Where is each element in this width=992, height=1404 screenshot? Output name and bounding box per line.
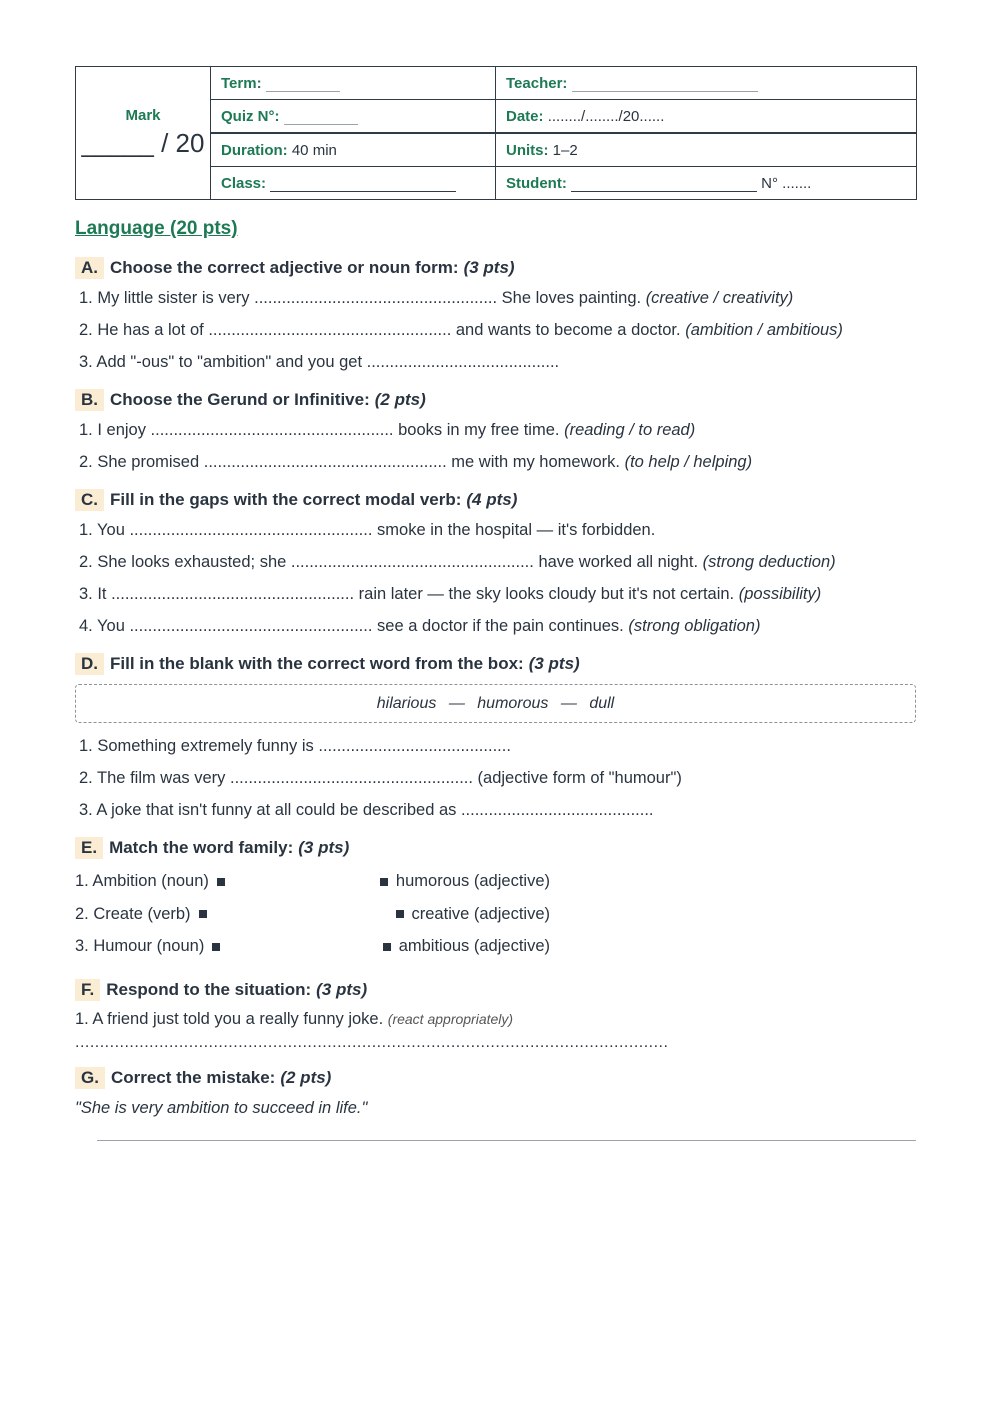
question-hint: (creative / creativity) [645, 289, 794, 307]
question[interactable] [79, 794, 916, 826]
question[interactable] [79, 762, 916, 794]
match-row [75, 931, 916, 964]
section-letter: F. [75, 979, 100, 1001]
teacher-label: Teacher: [506, 74, 568, 92]
term-field[interactable] [266, 77, 340, 92]
match-dot[interactable] [212, 943, 220, 951]
duration-value: 40 min [291, 141, 337, 159]
question-hint: (reading / to read) [564, 421, 696, 439]
class-field[interactable] [270, 177, 456, 192]
section-g [75, 1066, 916, 1124]
class-cell[interactable] [211, 167, 496, 200]
question-hint: (to help / helping) [624, 453, 753, 471]
match-dot[interactable] [380, 878, 388, 886]
quiz-label: Quiz N°: [221, 107, 280, 125]
section-a-title [75, 256, 916, 280]
match-right-item: ambitious (adjective) [398, 937, 550, 955]
question[interactable] [79, 446, 916, 478]
class-label: Class: [221, 174, 267, 192]
section-letter: B. [75, 389, 104, 411]
question-text: 3. A joke that isn't funny at all could be described as .......................................... [79, 801, 654, 819]
teacher-cell[interactable] [496, 67, 917, 100]
word-box [75, 684, 916, 723]
section-e [75, 836, 916, 964]
section-title-text: Match the word family: [109, 838, 294, 857]
match-left-item: 1. Ambition (noun) [75, 872, 209, 890]
section-e-title [75, 836, 916, 860]
match-dot[interactable] [383, 943, 391, 951]
student-label: Student: [506, 174, 567, 192]
question-text: 1. A friend just told you a really funny joke. [75, 1009, 384, 1028]
match-list [75, 866, 916, 964]
duration-cell [211, 133, 496, 167]
date-value[interactable]: ......../......../20...... [547, 107, 665, 125]
section-title-text: Choose the Gerund or Infinitive: [110, 390, 370, 409]
header-table [75, 66, 917, 200]
word-box-item: dull [589, 695, 615, 712]
question-text: 1. You ..................................................... smoke in the hospital — it's forbidden. [79, 521, 656, 539]
section-points: (2 pts) [374, 390, 426, 409]
section-points: (3 pts) [528, 654, 580, 673]
section-title-text: Fill in the blank with the correct word from the box: [110, 654, 524, 673]
section-d-title [75, 652, 916, 676]
match-left-item: 2. Create (verb) [75, 904, 191, 923]
student-cell[interactable] [496, 167, 917, 200]
units-cell [496, 133, 917, 167]
quiz-number-field[interactable] [284, 110, 358, 125]
mark-label: Mark [125, 107, 161, 124]
question-hint: (strong obligation) [628, 617, 761, 635]
section-points: (3 pts) [463, 258, 515, 277]
word-box-item: humorous [477, 695, 549, 712]
section-g-title [75, 1066, 916, 1090]
units-label: Units: [506, 141, 549, 159]
question[interactable] [79, 346, 916, 378]
match-dot[interactable] [199, 910, 207, 918]
date-cell[interactable] [496, 100, 917, 134]
mark-value: _____ / 20 [81, 128, 205, 158]
section-f [75, 978, 916, 1052]
question[interactable] [79, 578, 916, 610]
section-letter: G. [75, 1067, 105, 1089]
section-a [75, 256, 916, 378]
match-row [75, 866, 916, 899]
question-hint: (possibility) [738, 585, 822, 603]
quiz-page [75, 66, 916, 1124]
match-right-item: creative (adjective) [411, 904, 550, 923]
question[interactable] [79, 282, 916, 314]
term-label: Term: [221, 74, 262, 92]
section-points: (2 pts) [280, 1067, 332, 1087]
section-letter: A. [75, 257, 104, 279]
question[interactable] [79, 546, 916, 578]
match-left-item: 3. Humour (noun) [75, 937, 205, 955]
question[interactable] [79, 610, 916, 642]
mistake-sentence: "She is very ambition to succeed in life." [75, 1098, 368, 1117]
question-text: 2. She looks exhausted; she ..................................................... have worked all night. [79, 553, 699, 571]
language-heading: Language (20 pts) [75, 218, 238, 239]
answer-line[interactable]: ........................................................................................................................ [75, 1033, 669, 1051]
quiz-cell[interactable] [211, 100, 496, 134]
question-text: 2. She promised ..................................................... me with my homework. [79, 453, 620, 471]
word-box-separator: — [560, 695, 577, 712]
question[interactable] [79, 314, 916, 346]
question-hint: (ambition / ambitious) [685, 321, 843, 339]
date-label: Date: [506, 107, 544, 125]
question-hint: (strong deduction) [702, 553, 836, 571]
section-title-text: Respond to the situation: [106, 979, 312, 999]
section-points: (3 pts) [316, 979, 368, 999]
word-box-item: hilarious [376, 695, 437, 712]
question[interactable] [79, 414, 916, 446]
question[interactable] [79, 514, 916, 546]
question-text: 3. It ..................................................... rain later — the sky looks cloudy but it's not certain. [79, 585, 735, 603]
question-text: 4. You ..................................................... see a doctor if the pain continues. [79, 617, 624, 635]
section-b-title [75, 388, 916, 412]
section-title-text: Correct the mistake: [110, 1067, 276, 1087]
question-text: 1. I enjoy ..................................................... books in my free time. [79, 421, 560, 439]
match-row [75, 899, 916, 932]
student-number[interactable]: N° ....... [761, 174, 812, 192]
term-cell[interactable] [211, 67, 496, 100]
section-letter: E. [75, 837, 103, 859]
section-title-text: Choose the correct adjective or noun form: [110, 258, 459, 277]
teacher-field[interactable] [572, 77, 758, 92]
units-value: 1–2 [552, 141, 578, 159]
section-c-title [75, 488, 916, 512]
section-b [75, 388, 916, 478]
question-text: 2. The film was very ..................................................... (adjective form of "humour") [79, 769, 682, 787]
section-points: (3 pts) [298, 838, 350, 857]
question-text: 3. Add "-ous" to "ambition" and you get .......................................... [79, 353, 560, 371]
question-text: 2. He has a lot of ..................................................... and wants to become a doctor. [79, 321, 681, 339]
match-right-item: humorous (adjective) [395, 872, 550, 890]
section-title-text: Fill in the gaps with the correct modal verb: [110, 490, 462, 509]
footer-divider [97, 1140, 916, 1141]
match-dot[interactable] [217, 878, 225, 886]
match-dot[interactable] [396, 910, 404, 918]
word-box-separator: — [448, 695, 465, 712]
section-d [75, 652, 916, 826]
question-text: 1. Something extremely funny is .......................................... [79, 737, 511, 755]
question [75, 1004, 916, 1034]
section-letter: C. [75, 489, 104, 511]
question-hint: (react appropriately) [387, 1010, 514, 1027]
section-letter: D. [75, 653, 104, 675]
section-c [75, 488, 916, 642]
question-text: 1. My little sister is very ..................................................... She loves painting. [79, 289, 642, 307]
mark-cell [76, 67, 211, 200]
student-field[interactable] [571, 177, 757, 192]
duration-label: Duration: [221, 141, 288, 159]
section-f-title [75, 978, 916, 1002]
question[interactable] [79, 730, 916, 762]
section-points: (4 pts) [466, 490, 518, 509]
